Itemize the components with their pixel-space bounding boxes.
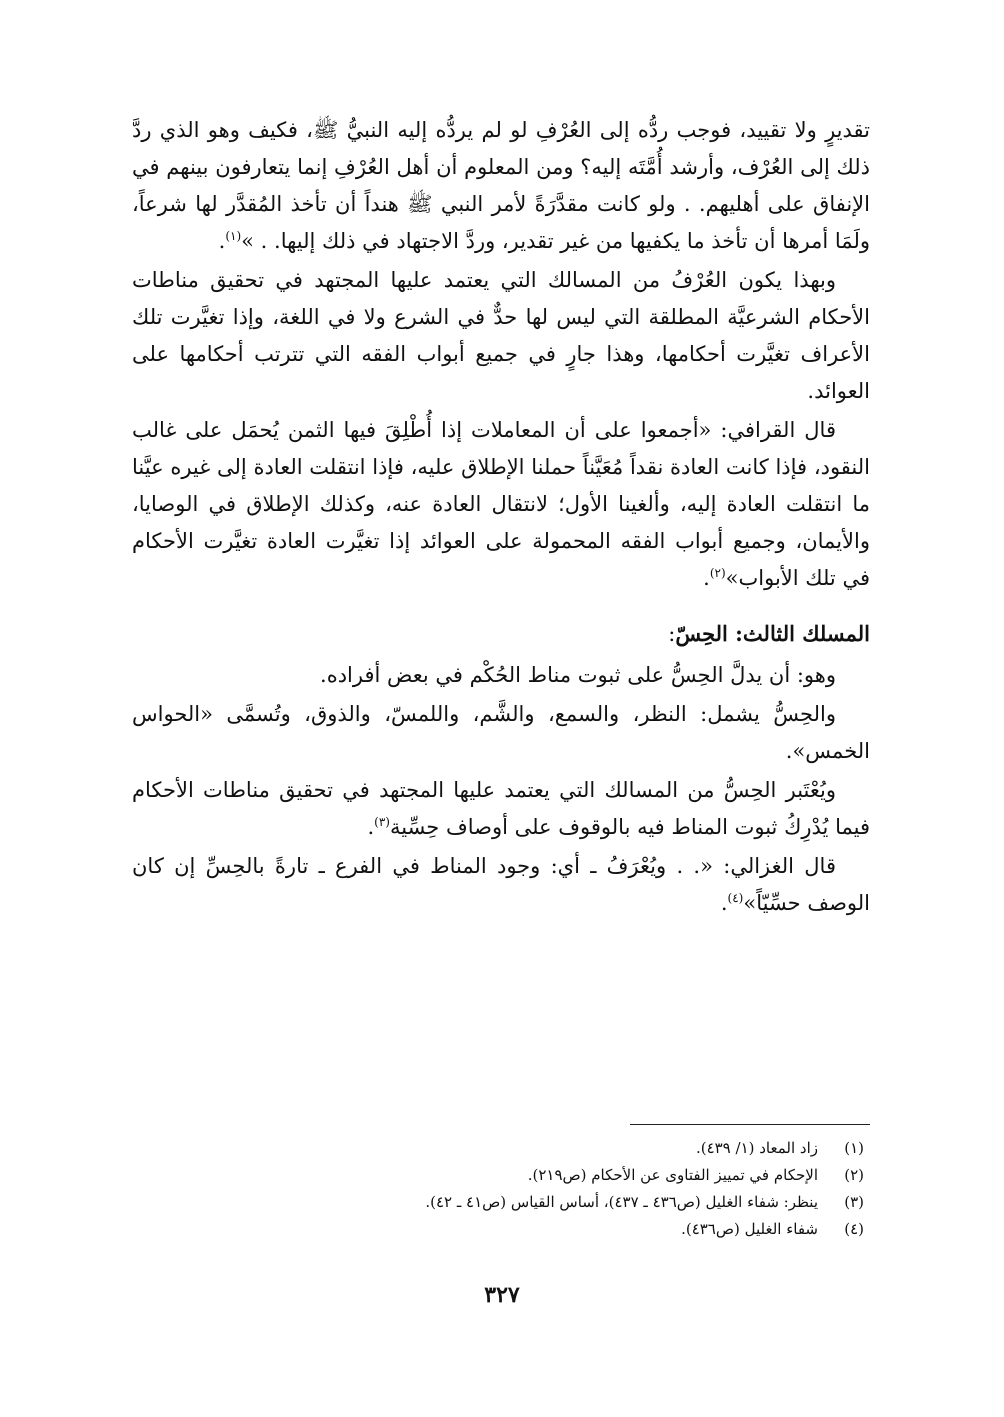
footnote-text: ينظر: شفاء الغليل (ص٤٣٦ ـ ٤٣٧)، أساس القياس (ص٤١ ـ ٤٢). [425,1193,818,1211]
footnote-item [132,1135,870,1162]
page-number: ٣٢٧ [484,1282,520,1308]
section-heading-colon: : [668,622,676,646]
paragraph-5: والحِسُّ يشمل: النظر، والسمع، والشَّم، واللمسّ، والذوق، وتُسمَّى «الحواس الخمس». [132,702,870,763]
footnote-number: (٤) [844,1220,864,1238]
footnote-text: الإحكام في تمييز الفتاوى عن الأحكام (ص٢١٩). [527,1166,818,1184]
section-heading-text: المسلك الثالث: الحِسّ [675,621,870,646]
paragraph-6 [132,772,870,846]
footnote-text: شفاء الغليل (ص٤٣٦). [681,1220,818,1238]
footnote-ref-3[interactable]: (٣) [374,815,390,829]
paragraph-3 [132,412,870,597]
paragraph-7-text: قال الغزالي: «. . ويُعْرَفُ ـ أي: وجود المناط في الفرع ـ تارةً بالحِسِّ إن كان الوصف حسِّيّاً» [132,854,870,915]
footnote-text: زاد المعاد (١/ ٤٣٩). [695,1139,818,1157]
paragraph-1-end: . [218,229,226,253]
paragraph-3-end: . [703,566,710,590]
footnote-number: (٣) [844,1193,864,1211]
footnote-item [132,1189,870,1216]
paragraph-1-text: تقديرٍ ولا تقييد، فوجب ردُّه إلى العُرْفِ لو لم يردُّه إليه النبيُّ ﷺ، فكيف وهو الذي ردَّ ذلك إلى العُرْف، وأرشد أُمَّتَه إليه؟ ومن المعلوم أن أهل العُرْفِ إنما يتعارفون بينهم في الإنفاق على أهليهم. . ولو كانت مقدَّرَةً لأمر النبي ﷺ هنداً أن تأخذ المُقدَّر لها شرعاً، ولَمَا أمرها أن تأخذ ما يكفيها من غير تقدير، وردَّ الاجتهاد في ذلك إليها. . » [132,118,870,253]
paragraph-2: وبهذا يكون العُرْفُ من المسالك التي يعتمد عليها المجتهد في تحقيق مناطات الأحكام الشرعيَّة المطلقة التي ليس لها حدٌّ في الشرع ولا في اللغة، وإذا تغيَّرت تلك الأعراف تغيَّرت أحكامها، وهذا جارٍ في جميع أبواب الفقه التي تترتب أحكامها على العوائد. [132,268,870,403]
page-body [132,112,870,922]
paragraph-4: وهو: أن يدلَّ الحِسُّ على ثبوت مناط الحُكْم في بعض أفراده. [320,663,836,687]
footnote-number: (١) [844,1139,864,1157]
paragraph-7 [132,848,870,922]
footnote-ref-1[interactable]: (١) [225,229,242,243]
footnotes-section [132,1124,870,1243]
footnote-item [132,1162,870,1189]
section-heading [132,615,870,653]
footnote-separator [630,1124,870,1125]
paragraph-1 [132,112,870,260]
footnote-item [132,1216,870,1243]
paragraph-6-text: ويُعْتَبر الحِسُّ من المسالك التي يعتمد عليها المجتهد في تحقيق مناطات الأحكام فيما يُدْرِكُ ثبوت المناط فيه بالوقوف على أوصاف حِسِّية [132,778,870,839]
footnote-ref-4[interactable]: (٤) [727,891,744,905]
paragraph-3-text: قال القرافي: «أجمعوا على أن المعاملات إذا أُطْلِقَ فيها الثمن يُحمَل على غالب النقود، فإذا كانت العادة نقداً مُعَيَّناً حملنا الإطلاق عليه، فإذا انتقلت العادة إلى غيره عيَّنا ما انتقلت العادة إليه، وألغينا الأول؛ لانتقال العادة عنه، وكذلك الإطلاق في الوصايا، والأيمان، وجميع أبواب الفقه المحمولة على العوائد إذا تغيَّرت العادة تغيَّرت الأحكام في تلك الأبواب» [132,418,870,590]
footnote-ref-2[interactable]: (٢) [709,566,726,580]
footnote-number: (٢) [844,1166,864,1184]
paragraph-6-end: . [367,815,375,839]
paragraph-7-end: . [720,891,728,915]
